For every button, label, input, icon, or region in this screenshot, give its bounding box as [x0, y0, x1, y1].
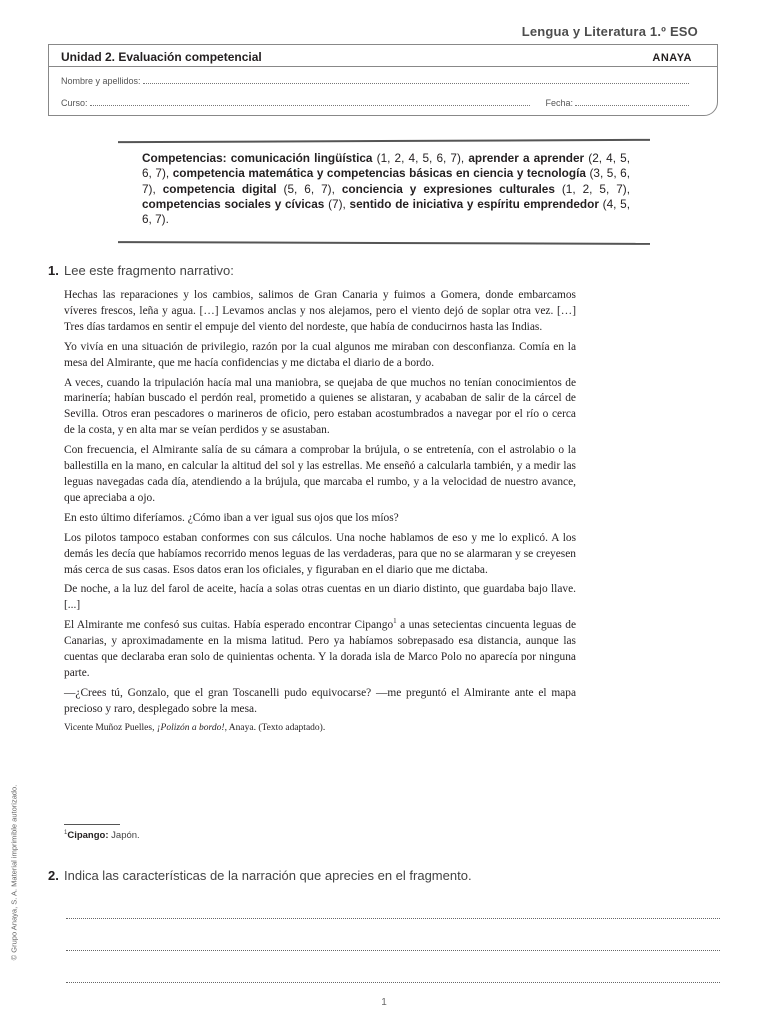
competencies-bottom-rule	[118, 241, 650, 245]
footnote-term: Cipango:	[67, 830, 109, 842]
answer-line[interactable]	[66, 918, 720, 919]
question-1-number: 1.	[48, 263, 59, 278]
name-label: Nombre y apellidos:	[61, 76, 141, 86]
source-citation: Vicente Muñoz Puelles, ¡Polizón a bordo!, Anaya. (Texto adaptado).	[64, 722, 326, 733]
narrative-paragraph: Con frecuencia, el Almirante salía de su cámara a comprobar la brújula, o se entretenía, con el astrolabio o la ballestilla en la mano, en calcular la altitud del sol y las estrellas. Me enseñó a calcularla también, y a medir las leguas navegadas cada día, atendiendo a la brújula, que marcaba el rumbo, y a la velocidad de nuestro avance, que apreciaba a ojo.	[64, 444, 576, 504]
page-number: 1	[381, 997, 387, 1008]
course-field[interactable]	[90, 97, 530, 106]
date-field[interactable]	[575, 97, 689, 106]
book-title: ¡Polizón a bordo!	[156, 722, 225, 733]
answer-line[interactable]	[66, 982, 720, 983]
competency-learning: aprender a aprender	[468, 151, 585, 165]
competency-digital: competencia digital	[162, 181, 277, 196]
footnote-reference[interactable]: 1	[393, 617, 397, 626]
competency-math-science: competencia matemática y competencias básicas en ciencia y tecnología	[172, 166, 586, 181]
unit-title: Unidad 2. Evaluación competencial	[61, 50, 262, 64]
competency-social: competencias sociales y cívicas	[142, 196, 325, 211]
competencies-text: Competencias: comunicación lingüística (1, 2, 4, 5, 6, 7), aprender a aprender (2, 4, 5, 6, 7), competencia matemática y competencias básicas en ciencia y tecnología (3, 5, 6, 7), competencia digital (5, 6, 7), conciencia y expresiones culturales (1, 2, 5, 7), competencias sociales y cívicas (7), sentido de iniciativa y espíritu emprendedor (4, 5, 6, 7).	[142, 151, 631, 227]
question-1-prompt: Lee este fragmento narrativo:	[64, 263, 234, 278]
competency-initiative: sentido de iniciativa y espíritu emprendedor	[349, 196, 599, 211]
competencies-top-rule	[118, 139, 650, 143]
narrative-paragraph: Los pilotos tampoco estaban conformes con sus cálculos. Una noche hablamos de eso y me lo explicó. A los demás les decía que habíamos recorrido menos leguas de las verdaderas, para que no se alarmaran y se creyesen más cerca de sus casas. Esos datos eran los oficiales, y figuraban en el diario que me dictaba.	[64, 531, 576, 576]
narrative-paragraph: Yo vivía en una situación de privilegio, razón por la cual algunos me miraban con desconfianza. Comía en la mesa del Almirante, que me hacía confidencias y me dictaba el diario de a bordo.	[64, 340, 576, 369]
narrative-paragraph: A veces, cuando la tripulación hacía mal una maniobra, se quejaba de que muchos no tenían conocimientos de marinería; habían buscado el perdón real, prometido a quienes se alistaran, y acababan de salir de la cárcel de Sevilla. Otros eran pescadores o marineros de oficio, pero estaban acostumbrados a navegar por el río o cerca de la costa, y en alta mar se veían perdidos y se asustaban.	[64, 376, 576, 437]
narrative-paragraph: Hechas las reparaciones y los cambios, salimos de Gran Canaria y fuimos a Gomera, donde embarcamos víveres frescos, leña y agua. […] Levamos anclas y nos alejamos, pero el viento dejó de soplar otra vez. […] Tres días tardamos en sentir el empuje del viento del nordeste, que había de conducirnos hasta las Indias.	[64, 289, 576, 333]
competencies-box	[118, 140, 650, 244]
competency-cultural: conciencia y expresiones culturales	[341, 181, 555, 196]
course-label: Curso:	[61, 98, 88, 108]
footnote: $^1$Cipango: Japón.	[64, 830, 140, 842]
course-date-row	[61, 97, 691, 108]
student-info-box	[48, 44, 718, 116]
copyright-side-note: © Grupo Anaya, S. A. Material imprimible autorizado.	[9, 784, 19, 961]
narrative-paragraph: De noche, a la luz del farol de aceite, hacía a solas otras cuentas en un diario distinto, que guardaba bajo llave. [...]	[64, 583, 576, 612]
info-divider	[49, 66, 717, 67]
question-2-prompt: Indica las características de la narración que aprecies en el fragmento.	[64, 868, 472, 883]
date-label: Fecha:	[545, 98, 574, 108]
answer-line[interactable]	[66, 950, 720, 951]
anaya-logo: ANAYA	[652, 52, 692, 64]
narrative-paragraph: En esto último diferíamos. ¿Cómo iban a ver igual sus ojos que los míos?	[64, 511, 399, 524]
footnote-rule	[64, 824, 120, 825]
competency-linguistic: Competencias: comunicación lingüística	[142, 151, 373, 165]
narrative-fragment	[64, 288, 576, 741]
document-header-title: Lengua y Literatura 1.º ESO	[521, 24, 698, 39]
name-field[interactable]	[143, 75, 689, 84]
narrative-paragraph: —¿Crees tú, Gonzalo, que el gran Toscanelli pudo equivocarse? —me preguntó el Almirante ante el mapa precioso y raro, desplegado sobre la mesa.	[64, 686, 576, 715]
question-2-number: 2.	[48, 868, 59, 883]
name-field-row	[61, 75, 691, 86]
narrative-paragraph: El Almirante me confesó sus cuitas. Había esperado encontrar Cipango$^1$ a unas setecientas cincuenta leguas de Canarias, y aproximadamente en la misma latitud. Pero ya habíamos sobrepasado esa distancia, aunque las cuentas que declaraba eran solo de quinientas ochenta. Y la dorada isla de Marco Polo no aparecía por ninguna parte.	[64, 617, 576, 679]
